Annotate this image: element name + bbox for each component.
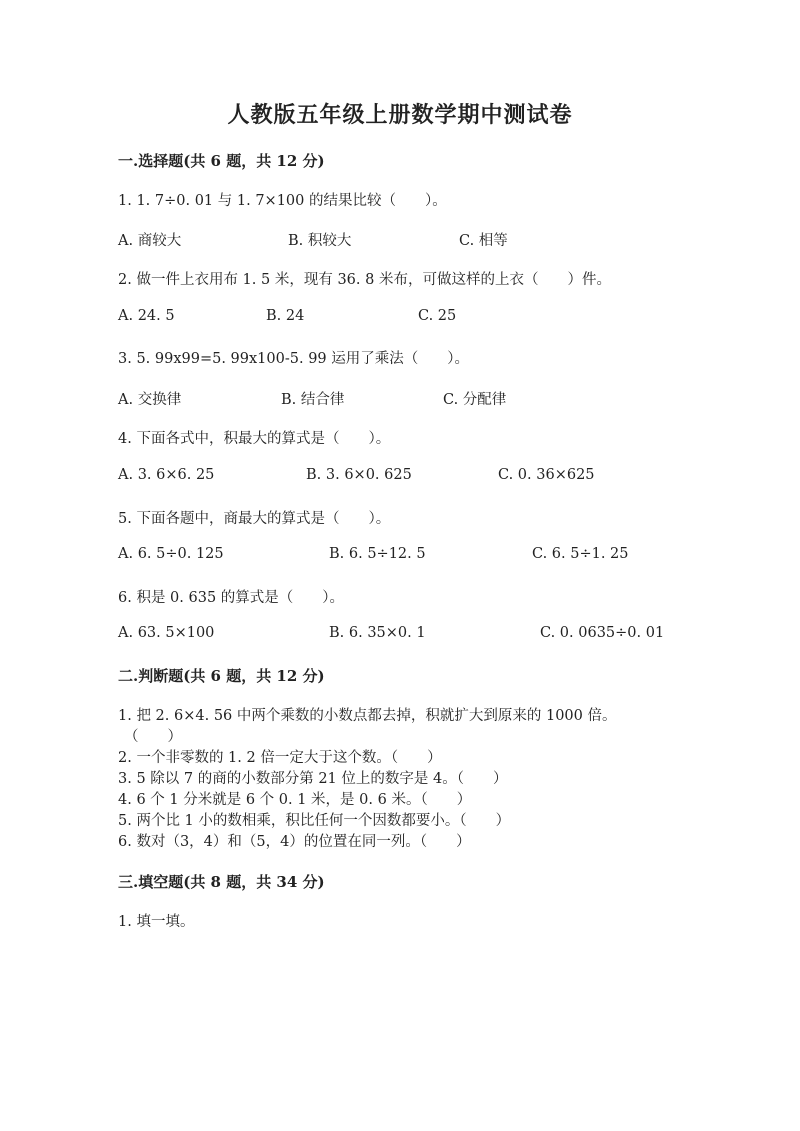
judgement-item: 6. 数对（3，4）和（5，4）的位置在同一列。（ ） (118, 834, 471, 850)
judgement-blank: （ ） (124, 729, 182, 745)
question-text: 4. 下面各式中，积最大的算式是（ ）。 (118, 431, 391, 447)
option-c: C. 6. 5÷1. 25 (532, 546, 629, 562)
section-heading-judgement: 二.判断题(共 6 题，共 12 分) (118, 667, 325, 685)
question-text: 3. 5. 99x99=5. 99x100-5. 99 运用了乘法（ ）。 (118, 351, 470, 367)
question-text: 5. 下面各题中，商最大的算式是（ ）。 (118, 511, 391, 527)
question-text: 1. 1. 7÷0. 01 与 1. 7×100 的结果比较（ ）。 (118, 193, 447, 209)
option-b: B. 3. 6×0. 625 (306, 467, 412, 483)
question-text: 6. 积是 0. 635 的算式是（ ）。 (118, 590, 345, 606)
page-title: 人教版五年级上册数学期中测试卷 (227, 102, 573, 128)
option-c: C. 分配律 (443, 392, 507, 408)
option-a: A. 6. 5÷0. 125 (118, 546, 224, 562)
section-heading-choice: 一.选择题(共 6 题，共 12 分) (118, 152, 325, 170)
judgement-item: 3. 5 除以 7 的商的小数部分第 21 位上的数字是 4。（ ） (118, 771, 508, 787)
option-b: B. 24 (266, 308, 305, 324)
option-b: B. 结合律 (281, 392, 345, 408)
option-c: C. 0. 36×625 (498, 467, 595, 483)
option-a: A. 交换律 (118, 392, 182, 408)
option-c: C. 25 (418, 308, 457, 324)
fill-in-item: 1. 填一填。 (118, 914, 195, 930)
question-text: 2. 做一件上衣用布 1. 5 米，现有 36. 8 米布，可做这样的上衣（ ）件。 (118, 272, 611, 288)
option-a: A. 63. 5×100 (118, 625, 215, 641)
option-a: A. 24. 5 (118, 308, 175, 324)
judgement-item: 5. 两个比 1 小的数相乘，积比任何一个因数都要小。（ ） (118, 813, 511, 829)
section-heading-fill-in: 三.填空题(共 8 题，共 34 分) (118, 873, 325, 891)
option-b: B. 6. 5÷12. 5 (329, 546, 426, 562)
option-a: A. 商较大 (118, 233, 182, 249)
option-b: B. 积较大 (288, 233, 352, 249)
judgement-item: 2. 一个非零数的 1. 2 倍一定大于这个数。（ ） (118, 750, 442, 766)
judgement-item: 1. 把 2. 6×4. 56 中两个乘数的小数点都去掉，积就扩大到原来的 1000 倍。 (118, 708, 617, 724)
option-b: B. 6. 35×0. 1 (329, 625, 426, 641)
option-c: C. 相等 (459, 233, 508, 249)
option-c: C. 0. 0635÷0. 01 (540, 625, 665, 641)
judgement-item: 4. 6 个 1 分米就是 6 个 0. 1 米，是 0. 6 米。（ ） (118, 792, 472, 808)
option-a: A. 3. 6×6. 25 (118, 467, 215, 483)
